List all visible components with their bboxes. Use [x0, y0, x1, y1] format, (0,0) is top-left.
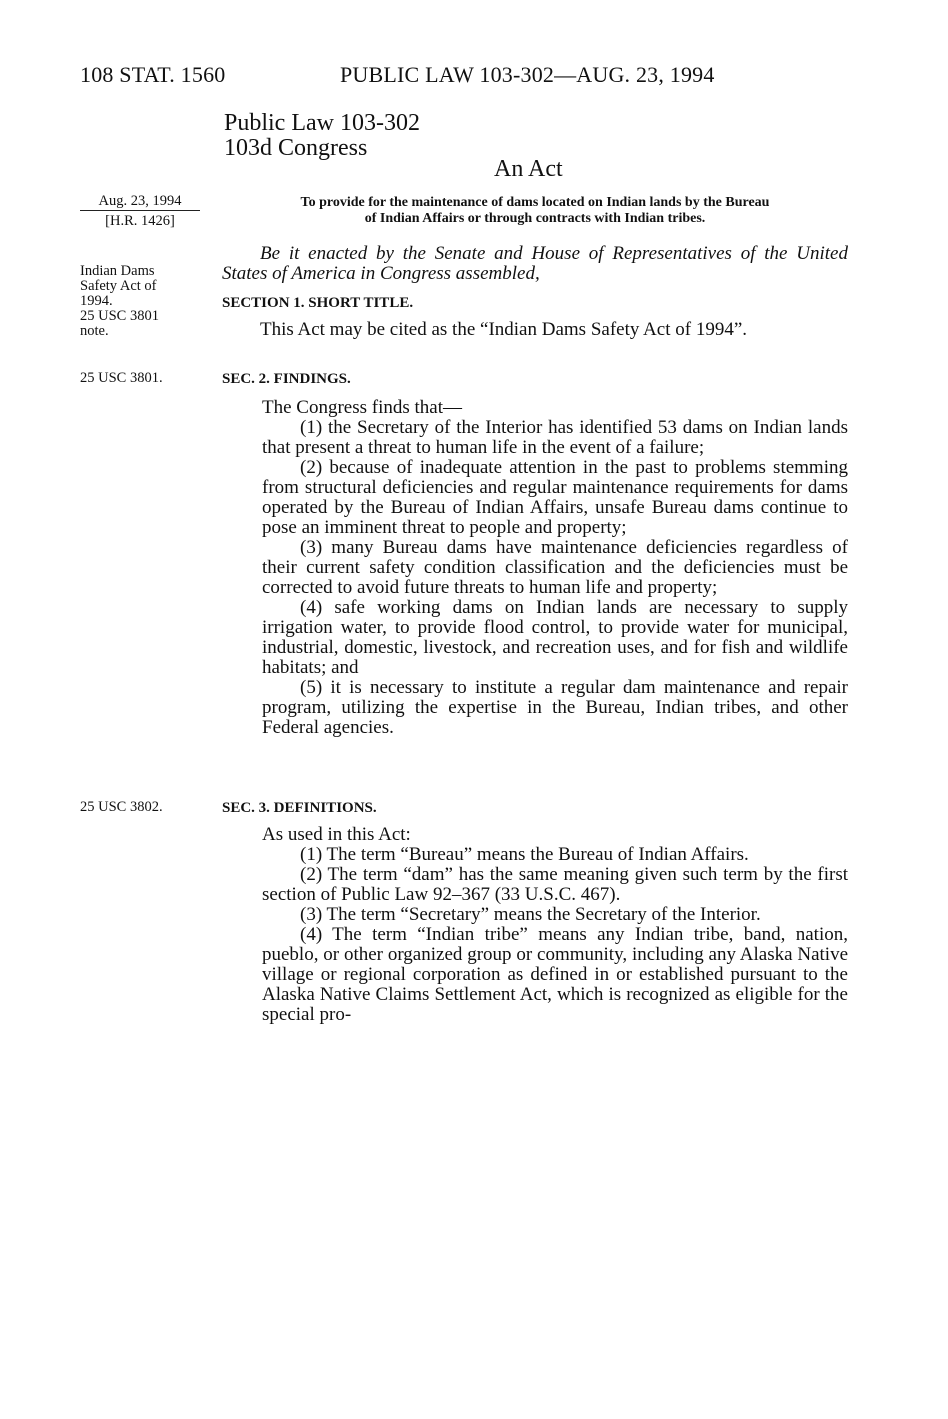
- margin-note-line: 1994.: [80, 293, 113, 309]
- section-2-heading: SEC. 2. FINDINGS.: [222, 371, 351, 387]
- congress-number: 103d Congress: [224, 135, 368, 161]
- findings-intro: The Congress finds that—: [262, 397, 463, 418]
- section-2-body: [262, 398, 848, 738]
- margin-bill-number: [H.R. 1426]: [105, 213, 175, 229]
- law-number: Public Law 103-302: [224, 110, 420, 136]
- finding-item: (1) the Secretary of the Interior has identified 53 dams on Indian lands that present a threat to human life in the event of a failure;: [262, 417, 848, 458]
- margin-note-line: note.: [80, 323, 109, 339]
- margin-rule: [80, 210, 200, 211]
- section-3-heading: SEC. 3. DEFINITIONS.: [222, 800, 377, 816]
- running-title: PUBLIC LAW 103-302—AUG. 23, 1994: [340, 62, 715, 87]
- definition-item: (2) The term “dam” has the same meaning given such term by the first section of Public Law 92–367 (33 U.S.C. 467).: [262, 864, 848, 905]
- act-label: An Act: [494, 156, 563, 182]
- margin-short-title-note: [80, 264, 200, 339]
- section-3-body: [262, 825, 848, 1025]
- purpose-line-2: of Indian Affairs or through contracts with Indian tribes.: [364, 211, 706, 226]
- definition-item: (1) The term “Bureau” means the Bureau of Indian Affairs.: [300, 844, 749, 865]
- definition-item: (4) The term “Indian tribe” means any Indian tribe, band, nation, pueblo, or other organized group or community, including any Alaska Native village or regional corporation as defined in or established pursuant to the Alaska Native Claims Settlement Act, which is recognized as eligible for the special pro-: [262, 924, 848, 1025]
- finding-item: (5) it is necessary to institute a regular dam maintenance and repair program, utilizing the expertise in the Bureau, Indian tribes, and other Federal agencies.: [262, 677, 848, 738]
- section-1-heading: SECTION 1. SHORT TITLE.: [222, 295, 414, 311]
- purpose-statement: [222, 195, 848, 227]
- purpose-line-1: To provide for the maintenance of dams located on Indian lands by the Bureau: [300, 195, 770, 210]
- margin-date: Aug. 23, 1994: [98, 193, 182, 209]
- finding-item: (2) because of inadequate attention in the past to problems stemming from structural deficiencies and regular maintenance requirements for dams operated by the Bureau of Indian Affairs, unsafe Bureau dams continue to pose an imminent threat to people and property;: [262, 457, 848, 538]
- definitions-intro: As used in this Act:: [262, 824, 411, 845]
- margin-note-line: Safety Act of: [80, 278, 157, 294]
- definition-item: (3) The term “Secretary” means the Secretary of the Interior.: [300, 904, 761, 925]
- finding-item: (4) safe working dams on Indian lands are necessary to supply irrigation water, to provide flood control, to provide water for municipal, industrial, domestic, livestock, and recreation uses, and for fish and wildlife habitats; and: [262, 597, 848, 678]
- margin-findings-citation: 25 USC 3801.: [80, 370, 163, 386]
- page-reference: 108 STAT. 1560: [80, 62, 226, 87]
- margin-note-line: 25 USC 3801: [80, 308, 159, 324]
- finding-item: (3) many Bureau dams have maintenance deficiencies regardless of their current safety condition classification and the deficiencies must be corrected to avoid future threats to human life and property;: [262, 537, 848, 598]
- enacting-clause: Be it enacted by the Senate and House of Representatives of the United States of America in Congress assembled,: [222, 243, 848, 284]
- section-1-text: This Act may be cited as the “Indian Dams Safety Act of 1994”.: [260, 319, 748, 340]
- margin-definitions-citation: 25 USC 3802.: [80, 799, 163, 815]
- margin-note-line: Indian Dams: [80, 263, 155, 279]
